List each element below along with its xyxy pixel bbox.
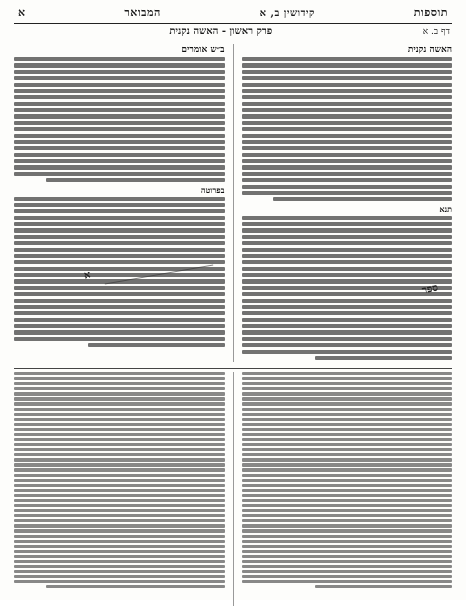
- text-line: [14, 433, 225, 436]
- text-line: [242, 387, 453, 390]
- text-line: [242, 545, 453, 548]
- text-line: [14, 311, 225, 315]
- text-line: [242, 438, 453, 441]
- text-line: [242, 494, 453, 497]
- text-line: [242, 504, 453, 507]
- text-line: [242, 514, 453, 517]
- text-line: [14, 203, 225, 207]
- footnotes-right: [242, 372, 453, 606]
- text-line: [14, 408, 225, 411]
- text-line: [242, 535, 453, 538]
- text-line: [242, 330, 453, 334]
- text-line: [242, 448, 453, 451]
- text-line: [242, 423, 453, 426]
- text-line: [242, 121, 453, 125]
- text-line: [242, 95, 453, 99]
- text-line: [14, 545, 225, 548]
- text-line: [242, 216, 453, 220]
- text-line: [242, 102, 453, 106]
- text-line: [14, 121, 225, 125]
- text-line: [14, 372, 225, 375]
- text-line: [14, 377, 225, 380]
- text-line: [14, 146, 225, 150]
- text-line: [14, 216, 225, 220]
- text-line: [242, 343, 453, 347]
- text-line: [242, 397, 453, 400]
- text-line: [315, 356, 452, 360]
- text-line: [242, 519, 453, 522]
- text-line: [242, 337, 453, 341]
- text-line: [46, 178, 225, 182]
- text-line: [242, 453, 453, 456]
- text-line: [14, 165, 225, 169]
- text-line: [14, 387, 225, 390]
- text-line: [14, 448, 225, 451]
- text-line: [14, 241, 225, 245]
- text-line: [242, 70, 453, 74]
- text-line: [242, 165, 453, 169]
- text-line: [14, 197, 225, 201]
- gemara-column: [242, 44, 453, 362]
- text-line: [14, 402, 225, 405]
- text-line: [14, 413, 225, 416]
- text-line: [242, 127, 453, 131]
- text-line: [14, 494, 225, 497]
- text-line: [242, 108, 453, 112]
- text-line: [14, 463, 225, 466]
- text-line: [14, 529, 225, 532]
- text-line: [14, 453, 225, 456]
- text-line: [14, 570, 225, 573]
- text-line: [242, 185, 453, 189]
- text-line: [242, 172, 453, 176]
- text-line: [14, 423, 225, 426]
- text-line: [14, 127, 225, 131]
- text-line: [242, 241, 453, 245]
- text-line: [242, 140, 453, 144]
- text-line: [14, 318, 225, 322]
- text-line: [242, 413, 453, 416]
- text-line: [242, 63, 453, 67]
- text-line: [14, 397, 225, 400]
- footnotes: [14, 372, 452, 606]
- text-line: [14, 560, 225, 563]
- text-line: [14, 222, 225, 226]
- text-line: [14, 57, 225, 61]
- text-line: [242, 305, 453, 309]
- text-line: [242, 392, 453, 395]
- text-line: [242, 418, 453, 421]
- text-line: [242, 267, 453, 271]
- header-right: תוספות: [413, 6, 448, 19]
- text-line: [242, 433, 453, 436]
- text-line: [14, 70, 225, 74]
- text-line: [14, 63, 225, 67]
- text-line: [242, 324, 453, 328]
- text-line: [14, 509, 225, 512]
- text-line: [242, 428, 453, 431]
- footnotes-left: [14, 372, 225, 606]
- gemara-initial: האשה נקנית: [407, 45, 452, 55]
- text-line: [273, 197, 452, 201]
- text-line: [14, 337, 225, 341]
- text-line: [14, 555, 225, 558]
- text-line: [242, 311, 453, 315]
- text-line: [242, 57, 453, 61]
- daf-reference: דף ב. א: [422, 27, 450, 37]
- text-line: [242, 235, 453, 239]
- text-line: [14, 499, 225, 502]
- text-line: [14, 172, 225, 176]
- text-line: [14, 514, 225, 517]
- text-line: [242, 260, 453, 264]
- text-line: [242, 382, 453, 385]
- text-line: [242, 178, 453, 182]
- text-line: [242, 529, 453, 532]
- main-columns: [14, 44, 452, 362]
- text-line: [14, 248, 225, 252]
- text-line: [242, 372, 453, 375]
- text-line: [242, 408, 453, 411]
- text-line: [242, 565, 453, 568]
- tosafot-initial: ב״ש אומרים: [181, 45, 225, 55]
- handwritten-aleph-mark: א: [82, 269, 92, 282]
- text-line: [242, 134, 453, 138]
- text-line: [242, 222, 453, 226]
- page-letter: א: [18, 6, 26, 19]
- text-line: [242, 575, 453, 578]
- text-line: [242, 83, 453, 87]
- text-line: [14, 95, 225, 99]
- text-line: [14, 89, 225, 93]
- text-line: [14, 540, 225, 543]
- text-line: [242, 146, 453, 150]
- text-line: [242, 350, 453, 354]
- sub-head: [14, 26, 452, 41]
- text-line: [14, 102, 225, 106]
- text-line: [242, 89, 453, 93]
- text-line: [242, 550, 453, 553]
- text-line: [242, 153, 453, 157]
- text-line: [14, 575, 225, 578]
- text-line: [14, 550, 225, 553]
- text-line: [14, 428, 225, 431]
- text-line: [14, 443, 225, 446]
- text-line: [242, 248, 453, 252]
- text-line: [14, 524, 225, 527]
- text-line: [14, 519, 225, 522]
- text-line: [242, 555, 453, 558]
- text-line: [14, 260, 225, 264]
- running-head: [14, 6, 452, 24]
- text-line: [242, 570, 453, 573]
- text-line: [242, 159, 453, 163]
- gemara-mark: תנא: [439, 203, 452, 214]
- text-line: [242, 377, 453, 380]
- text-line: [14, 474, 225, 477]
- text-line: [242, 560, 453, 563]
- handwritten-margin-mark: ספר: [420, 282, 439, 297]
- piska-head: בפרוטה: [200, 184, 225, 195]
- text-line: [242, 479, 453, 482]
- text-line: [14, 305, 225, 309]
- text-line: [14, 273, 225, 277]
- text-line: [14, 108, 225, 112]
- text-line: [14, 286, 225, 290]
- text-line: [14, 504, 225, 507]
- text-line: [46, 585, 225, 588]
- text-line: [14, 565, 225, 568]
- text-line: [14, 254, 225, 258]
- text-line: [14, 235, 225, 239]
- text-line: [14, 228, 225, 232]
- header-title: המבואר: [124, 6, 161, 19]
- text-line: [315, 585, 452, 588]
- text-line: [14, 468, 225, 471]
- text-line: [242, 474, 453, 477]
- text-line: [14, 484, 225, 487]
- text-line: [14, 382, 225, 385]
- text-line: [14, 418, 225, 421]
- text-line: [242, 489, 453, 492]
- text-line: [242, 402, 453, 405]
- text-line: [14, 324, 225, 328]
- text-line: [14, 479, 225, 482]
- text-line: [242, 318, 453, 322]
- text-line: [242, 484, 453, 487]
- text-line: [14, 292, 225, 296]
- text-line: [88, 343, 225, 347]
- text-line: [14, 76, 225, 80]
- text-line: [14, 299, 225, 303]
- header-center: קידושין ב, א: [259, 8, 315, 19]
- text-line: [242, 524, 453, 527]
- text-line: [242, 299, 453, 303]
- notes-column-divider: [233, 372, 234, 606]
- text-line: [14, 580, 225, 583]
- text-line: [14, 489, 225, 492]
- text-line: [14, 209, 225, 213]
- text-line: [242, 279, 453, 283]
- text-line: [14, 159, 225, 163]
- text-line: [242, 580, 453, 583]
- text-line: [242, 228, 453, 232]
- text-line: [242, 463, 453, 466]
- text-line: [242, 273, 453, 277]
- notes-divider: [14, 368, 452, 369]
- text-line: [14, 83, 225, 87]
- text-line: [14, 140, 225, 144]
- text-line: [242, 76, 453, 80]
- text-line: [242, 292, 453, 296]
- text-line: [242, 191, 453, 195]
- text-line: [14, 535, 225, 538]
- tosafot-column: [14, 44, 225, 362]
- chapter-title: פרק ראשון - האשה נקנית: [169, 26, 273, 37]
- text-line: [242, 499, 453, 502]
- text-line: [14, 438, 225, 441]
- text-line: [242, 540, 453, 543]
- text-line: [242, 114, 453, 118]
- column-divider: [233, 44, 234, 362]
- text-line: [242, 443, 453, 446]
- text-line: [242, 509, 453, 512]
- text-line: [242, 458, 453, 461]
- text-line: [242, 468, 453, 471]
- text-line: [14, 458, 225, 461]
- text-line: [14, 153, 225, 157]
- text-line: [14, 330, 225, 334]
- text-line: [14, 134, 225, 138]
- text-line: [14, 114, 225, 118]
- text-line: [14, 392, 225, 395]
- text-line: [242, 254, 453, 258]
